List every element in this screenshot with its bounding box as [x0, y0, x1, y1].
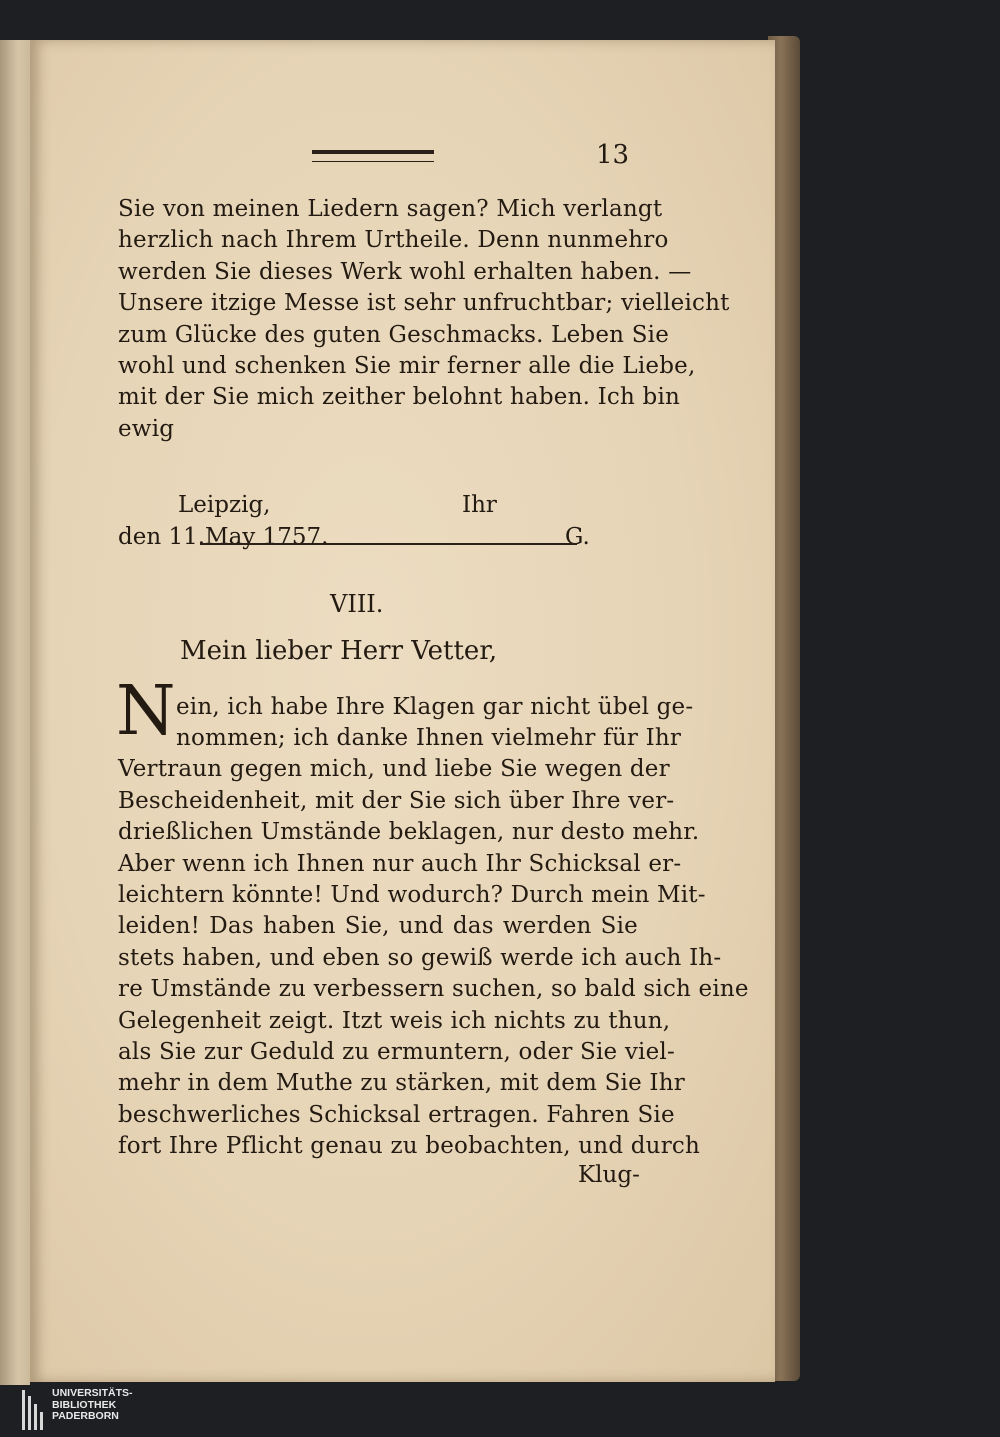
page-number: 13 [596, 140, 630, 170]
library-name [52, 1388, 133, 1423]
text-line: Unsere itzige Messe ist sehr unfruchtbar; vielleicht [118, 290, 730, 317]
text-line: Vertraun gegen mich, und liebe Sie wegen der [118, 756, 670, 783]
text-line: als Sie zur Geduld zu ermuntern, oder Sie viel- [118, 1039, 675, 1066]
text-line: wohl und schenken Sie mir ferner alle die Liebe, [118, 353, 696, 380]
book-page [30, 40, 775, 1382]
footer-bar [0, 1385, 1000, 1437]
signature-initial: G. [565, 524, 590, 550]
text-line: drießlichen Umstände beklagen, nur desto mehr. [118, 819, 700, 846]
letter-vii-ending [118, 194, 730, 445]
text-line: ewig [118, 415, 175, 442]
letter-salutation: Mein lieber Herr Vetter, [180, 636, 498, 666]
text-line: stets haben, und eben so gewiß werde ich auch Ih- [118, 944, 722, 971]
text-line: leiden! Das haben Sie, und das werden Sie [118, 913, 638, 940]
section-number: VIII. [330, 590, 384, 618]
text-line: herzlich nach Ihrem Urtheile. Denn nunmehro [118, 227, 669, 254]
library-logo-icon [22, 1390, 44, 1430]
text-line: Aber wenn ich Ihnen nur auch Ihr Schicksal er- [118, 850, 682, 877]
text-line: Bescheidenheit, mit der Sie sich über Ihre ver- [118, 787, 675, 814]
signature-closing: Ihr [462, 492, 497, 518]
text-line: nommen; ich danke Ihnen vielmehr für Ihr [176, 725, 682, 751]
signature-place: Leipzig, [178, 492, 271, 518]
text-line: re Umstände zu verbessern suchen, so bald sich eine [118, 976, 749, 1003]
catchword: Klug- [578, 1162, 640, 1188]
text-line: leichtern könnte! Und wodurch? Durch mein Mit- [118, 882, 706, 909]
signature-date: den 11.May 1757. [118, 524, 329, 550]
facing-page-edge [0, 40, 30, 1385]
text-line: beschwerliches Schicksal ertragen. Fahren Sie [118, 1101, 675, 1128]
library-name-line: UNIVERSITÄTS- [52, 1387, 133, 1399]
library-name-line: PADERBORN [52, 1410, 119, 1422]
first-line [176, 692, 694, 723]
text-line: werden Sie dieses Werk wohl erhalten haben. — [118, 258, 692, 285]
text-line: zum Glücke des guten Geschmacks. Leben Sie [118, 321, 670, 348]
text-line: ein, ich habe Ihre Klagen gar nicht übel ge- [176, 694, 694, 720]
section-divider [200, 543, 577, 545]
text-line: Sie von meinen Liedern sagen? Mich verlangt [118, 196, 663, 222]
text-line: Gelegenheit zeigt. Itzt weis ich nichts zu thun, [118, 1007, 671, 1034]
text-line: fort Ihre Pflicht genau zu beobachten, und durch [118, 1133, 700, 1160]
text-line: mit der Sie mich zeither belohnt haben. Ich bin [118, 384, 681, 411]
library-name-line: BIBLIOTHEK [52, 1398, 117, 1411]
drop-cap: N [116, 672, 176, 751]
letter-viii-body [118, 723, 749, 1163]
text-line: mehr in dem Muthe zu stärken, mit dem Sie Ihr [118, 1070, 685, 1097]
header-rule [312, 150, 434, 162]
